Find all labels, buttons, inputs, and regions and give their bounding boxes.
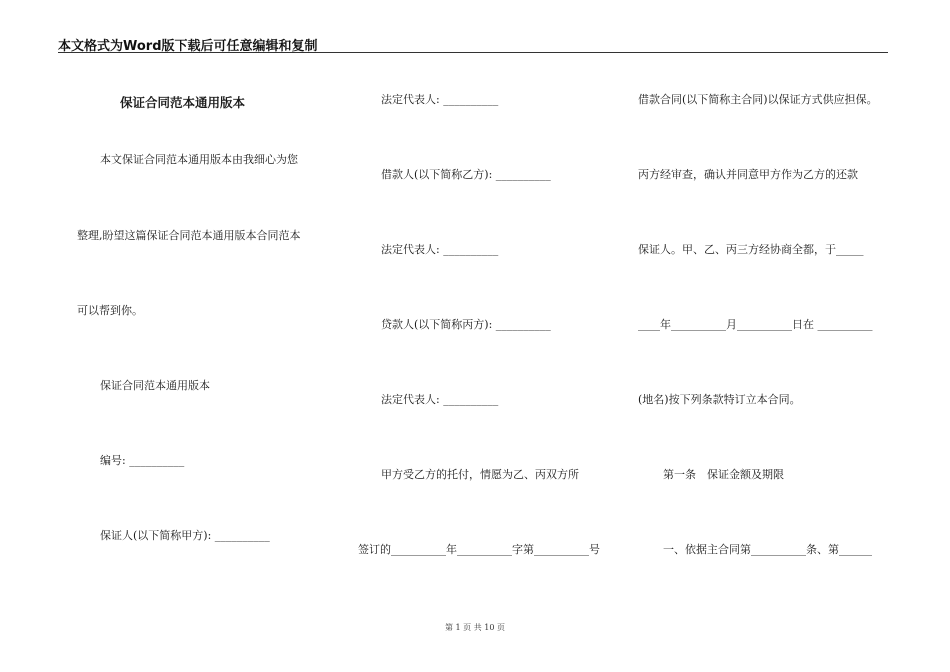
- contract-number-field: 编号: __________: [100, 454, 185, 467]
- paragraph-line: 保证人。甲、乙、丙三方经协商全都，于_____: [638, 243, 864, 256]
- paragraph-line: 借款合同(以下简称主合同)以保证方式供应担保。: [638, 93, 878, 106]
- page-footer: 第 1 页 共 10 页: [445, 623, 505, 632]
- guarantor-field: 保证人(以下简称甲方): __________: [100, 529, 270, 542]
- paragraph-line: 可以帮到你。: [77, 304, 143, 317]
- paragraph-line: 法定代表人: __________: [381, 93, 499, 106]
- paragraph-line: 丙方经审查，确认并同意甲方作为乙方的还款: [638, 168, 858, 181]
- paragraph-line: ____年__________月__________日在 __________: [638, 318, 873, 331]
- paragraph-line: 贷款人(以下简称丙方): __________: [381, 318, 551, 331]
- paragraph-line: 整理,盼望这篇保证合同范本通用版本合同范本: [77, 229, 301, 242]
- article-heading: 第一条 保证金额及期限: [663, 468, 784, 481]
- header-title: 本文格式为Word版下载后可任意编辑和复制: [58, 39, 318, 54]
- paragraph-line: 法定代表人: __________: [381, 393, 499, 406]
- paragraph-line: 法定代表人: __________: [381, 243, 499, 256]
- paragraph-line: 借款人(以下简称乙方): __________: [381, 168, 551, 181]
- section-heading: 保证合同范本通用版本: [100, 379, 210, 392]
- paragraph-line: 本文保证合同范本通用版本由我细心为您: [100, 153, 298, 166]
- paragraph-line: (地名)按下列条款特订立本合同。: [638, 393, 801, 406]
- paragraph-line: 签订的__________年__________字第__________号: [358, 543, 600, 556]
- header-divider: [58, 52, 888, 53]
- paragraph-line: 甲方受乙方的托付，情愿为乙、丙双方所: [381, 468, 579, 481]
- document-title: 保证合同范本通用版本: [120, 95, 246, 110]
- paragraph-line: 一、依据主合同第__________条、第______: [663, 543, 872, 556]
